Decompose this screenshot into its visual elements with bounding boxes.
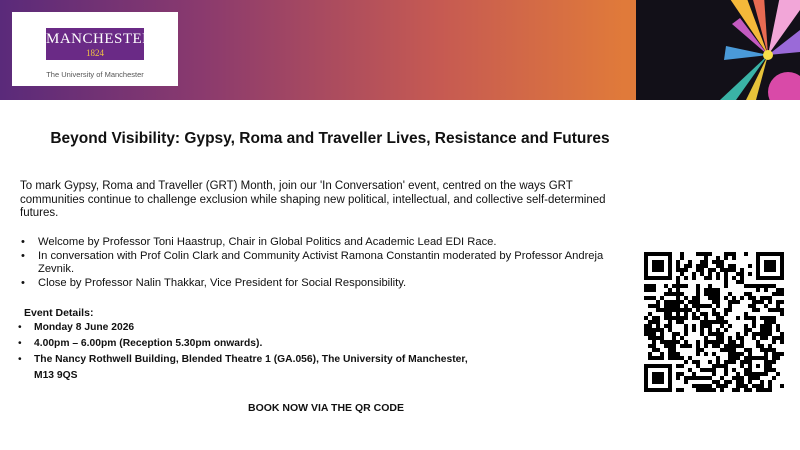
programme-item: • In conversation with Prof Colin Clark and Community Activist Ramona Constantin moderated by Professor Andreja Zevnik. [20, 250, 620, 276]
event-details-list [18, 320, 578, 384]
event-time: • 4.00pm – 6.00pm (Reception 5.30pm onwards). [18, 336, 578, 352]
event-postcode: M13 9QS [34, 370, 78, 381]
decorative-art [636, 0, 800, 100]
event-intro: To mark Gypsy, Roma and Traveller (GRT) Month, join our 'In Conversation' event, centred on the ways GRT communities continue to challenge exclusion while shaping new political, intellectual, and collective self-determined futures. [20, 180, 606, 219]
event-venue: • The Nancy Rothwell Building, Blended Theatre 1 (GA.056), The University of Manchester, [18, 352, 578, 368]
header-banner [0, 0, 800, 100]
programme-item: • Welcome by Professor Toni Haastrup, Chair in Global Politics and Academic Lead EDI Race. [20, 236, 620, 249]
qr-code-icon [644, 252, 784, 392]
logo-wordmark: MANCHESTER [46, 31, 153, 47]
logo-year: 1824 [86, 48, 104, 58]
event-details-heading: Event Details: [24, 307, 94, 319]
event-title: Beyond Visibility: Gypsy, Roma and Traveller Lives, Resistance and Futures [50, 130, 610, 147]
book-now-cta: BOOK NOW VIA THE QR CODE [248, 402, 404, 414]
logo-subtitle: The University of Manchester [46, 70, 144, 79]
event-date: • Monday 8 June 2026 [18, 320, 578, 336]
abstract-art-icon [636, 0, 800, 100]
booking-qr-code[interactable] [644, 252, 784, 392]
programme-item: • Close by Professor Nalin Thakkar, Vice President for Social Responsibility. [20, 277, 620, 290]
programme-list [20, 236, 620, 291]
university-logo[interactable] [12, 12, 178, 86]
